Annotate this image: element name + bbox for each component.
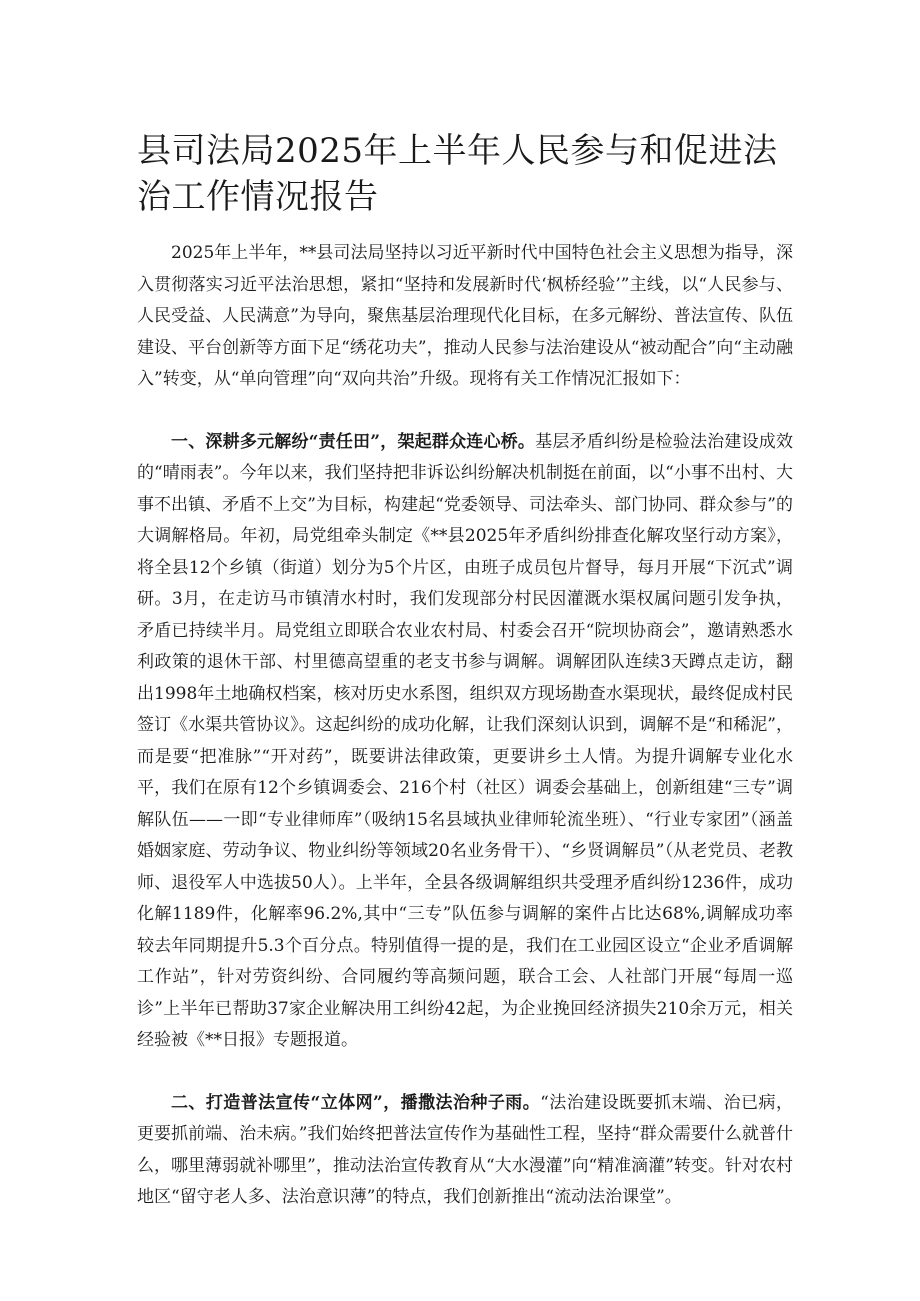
- document-title: 县司法局2025年上半年人民参与和促进法治工作情况报告: [137, 131, 778, 217]
- intro-paragraph: 2025年上半年，**县司法局坚持以习近平新时代中国特色社会主义思想为指导，深入贯彻落实习近平法治思想，紧扣“坚持和发展新时代‘枫桥经验’”主线，以“人民参与、人民受益、人民满意”为导向，聚焦基层治理现代化目标，在多元解纷、普法宣传、队伍建设、平台创新等方面下足“绣花功夫”，推动人民参与法治建设从“被动配合”向“主动融入”转变，从“单向管理”向“双向共治”升级。现将有关工作情况汇报如下：: [137, 243, 793, 389]
- document-body: [137, 238, 793, 1245]
- section-2-paragraph: [137, 1088, 793, 1214]
- section-1-paragraph: [137, 427, 793, 1057]
- section-2-text: “法治建设既要抓末端、治已病，更要抓前端、治未病。”我们始终把普法宣传作为基础性工程，坚持“群众需要什么就普什么，哪里薄弱就补哪里”，推动法治宣传教育从“大水漫灌”向“精准滴灌”转变。针对农村地区“留守老人多、法治意识薄”的特点，我们创新推出“流动法治课堂”。: [137, 1092, 793, 1207]
- section-2-heading: 二、打造普法宣传“立体网”，播撒法治种子雨。: [171, 1092, 541, 1113]
- section-1-text: 基层矛盾纠纷是检验法治建设成效的“晴雨表”。今年以来，我们坚持把非诉讼纠纷解决机制挺在前面，以“小事不出村、大事不出镇、矛盾不上交”为目标，构建起“党委领导、司法牵头、部门协同、群众参与”的大调解格局。年初，局党组牵头制定《**县2025年矛盾纠纷排查化解攻坚行动方案》，将全县12个乡镇（街道）划分为5个片区，由班子成员包片督导，每月开展“下沉式”调研。3月，在走访马市镇清水村时，我们发现部分村民因灌溉水渠权属问题引发争执，矛盾已持续半月。局党组立即联合农业农村局、村委会召开“院坝协商会”，邀请熟悉水利政策的退休干部、村里德高望重的老支书参与调解。调解团队连续3天蹲点走访，翻出1998年土地确权档案，核对历史水系图，组织双方现场勘查水渠现状，最终促成村民签订《水渠共管协议》。这起纠纷的成功化解，让我们深刻认识到，调解不是“和稀泥”，而是要“把准脉”“开对药”，既要讲法律政策，更要讲乡土人情。为提升调解专业化水平，我们在原有12个乡镇调委会、216个村（社区）调委会基础上，创新组建“三专”调解队伍——一即“专业律师库”（吸纳15名县域执业律师轮流坐班）、“行业专家团”（涵盖婚姻家庭、劳动争议、物业纠纷等领域20名业务骨干）、“乡贤调解员”（从老党员、老教师、退役军人中选拔50人）。上半年，全县各级调解组织共受理矛盾纠纷1236件，成功化解1189件，化解率96.2%,其中“三专”队伍参与调解的案件占比达68%,调解成功率较去年同期提升5.3个百分点。特别值得一提的是，我们在工业园区设立“企业矛盾调解工作站”，针对劳资纠纷、合同履约等高频问题，联合工会、人社部门开展“每周一巡诊”上半年已帮助37家企业解决用工纠纷42起，为企业挽回经济损失210余万元，相关经验被《**日报》专题报道。: [137, 431, 794, 1050]
- section-1-heading: 一、深耕多元解纷“责任田”，架起群众连心桥。: [171, 431, 536, 452]
